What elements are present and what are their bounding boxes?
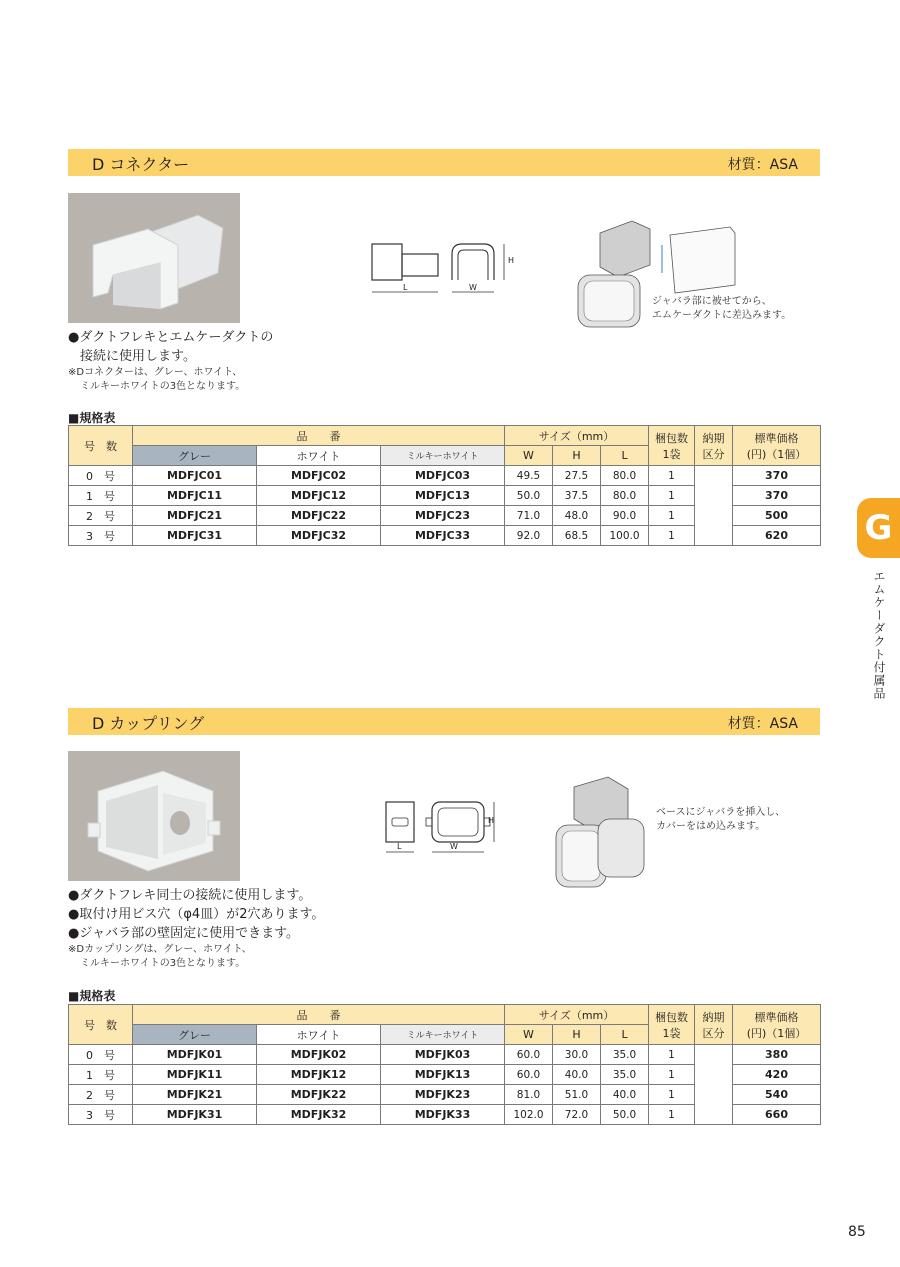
size-l: 80.0 bbox=[601, 486, 649, 506]
size-no-cell bbox=[69, 486, 133, 506]
header-pack bbox=[649, 426, 695, 466]
size-unit: 号 bbox=[104, 1048, 115, 1062]
pack-qty: 1 bbox=[649, 526, 695, 546]
header-w: W bbox=[505, 1025, 553, 1045]
spec-table-label: ■規格表 bbox=[68, 989, 116, 1003]
page-number: 85 bbox=[848, 1224, 866, 1240]
color-remark: ※Dコネクターは、グレー、ホワイト、 bbox=[68, 367, 243, 378]
color-remark: ミルキーホワイトの3色となります。 bbox=[80, 958, 246, 969]
size-unit: 号 bbox=[104, 529, 115, 543]
header-delivery bbox=[695, 426, 733, 466]
header-delivery-line: 区分 bbox=[702, 1026, 725, 1040]
part-milky: MDFJC03 bbox=[381, 466, 505, 486]
size-unit: 号 bbox=[104, 1068, 115, 1082]
size-no: 0 bbox=[86, 1048, 93, 1062]
spec-table-label: ■規格表 bbox=[68, 411, 116, 425]
header-gray: グレー bbox=[133, 1025, 257, 1045]
header-part-number: 品 番 bbox=[133, 1005, 505, 1025]
size-l: 40.0 bbox=[601, 1085, 649, 1105]
size-w: 49.5 bbox=[505, 466, 553, 486]
size-no-cell bbox=[69, 506, 133, 526]
size-no: 1 bbox=[86, 1068, 93, 1082]
size-w: 102.0 bbox=[505, 1105, 553, 1125]
header-l: L bbox=[601, 446, 649, 466]
size-unit: 号 bbox=[104, 1088, 115, 1102]
dim-label-l: L bbox=[397, 842, 402, 851]
table-row bbox=[69, 1045, 821, 1065]
part-milky: MDFJK33 bbox=[381, 1105, 505, 1125]
part-white: MDFJC12 bbox=[257, 486, 381, 506]
header-price bbox=[733, 1005, 821, 1045]
part-white: MDFJC22 bbox=[257, 506, 381, 526]
pack-qty: 1 bbox=[649, 1045, 695, 1065]
price: 370 bbox=[733, 486, 821, 506]
size-no: 0 bbox=[86, 469, 93, 483]
header-delivery bbox=[695, 1005, 733, 1045]
size-no: 3 bbox=[86, 529, 93, 543]
size-unit: 号 bbox=[104, 509, 115, 523]
section-title: D カップリング bbox=[92, 714, 205, 733]
product-photo-d-coupling bbox=[68, 751, 240, 881]
part-gray: MDFJC11 bbox=[133, 486, 257, 506]
part-white: MDFJC02 bbox=[257, 466, 381, 486]
part-white: MDFJK12 bbox=[257, 1065, 381, 1085]
price: 370 bbox=[733, 466, 821, 486]
header-price-line: (円)（1個） bbox=[746, 1026, 807, 1040]
pack-qty: 1 bbox=[649, 1085, 695, 1105]
header-price-line: 標準価格 bbox=[754, 1010, 799, 1024]
header-pack bbox=[649, 1005, 695, 1045]
header-pack-line: 1袋 bbox=[662, 447, 681, 461]
size-w: 92.0 bbox=[505, 526, 553, 546]
feature-list bbox=[68, 328, 273, 394]
pack-qty: 1 bbox=[649, 1065, 695, 1085]
header-milky-white: ミルキーホワイト bbox=[381, 1025, 505, 1045]
part-gray: MDFJK01 bbox=[133, 1045, 257, 1065]
install-note-line: エムケーダクトに差込みます。 bbox=[652, 310, 792, 321]
install-note bbox=[652, 295, 791, 323]
spec-table-d-coupling bbox=[68, 1004, 821, 1125]
size-h: 68.5 bbox=[553, 526, 601, 546]
material-label: 材質：ASA bbox=[727, 157, 798, 173]
dim-label-w: W bbox=[450, 842, 458, 851]
size-no-cell bbox=[69, 1045, 133, 1065]
feature-item: ●ジャバラ部の壁固定に使用できます。 bbox=[68, 926, 300, 941]
size-unit: 号 bbox=[104, 469, 115, 483]
feature-item: ●ダクトフレキ同士の接続に使用します。 bbox=[68, 888, 312, 903]
feature-item: ●ダクトフレキとエムケーダクトの bbox=[68, 330, 274, 345]
size-h: 27.5 bbox=[553, 466, 601, 486]
header-delivery-line: 納期 bbox=[702, 1010, 725, 1024]
size-no: 1 bbox=[86, 489, 93, 503]
size-unit: 号 bbox=[104, 1108, 115, 1122]
part-white: MDFJC32 bbox=[257, 526, 381, 546]
part-gray: MDFJC01 bbox=[133, 466, 257, 486]
header-l: L bbox=[601, 1025, 649, 1045]
size-l: 80.0 bbox=[601, 466, 649, 486]
header-pack-line: 梱包数 bbox=[655, 431, 689, 445]
dim-label-h: H bbox=[488, 816, 495, 825]
product-photo-d-connector bbox=[68, 193, 240, 323]
size-no-cell bbox=[69, 526, 133, 546]
size-no: 3 bbox=[86, 1108, 93, 1122]
spec-table-d-connector bbox=[68, 425, 821, 546]
size-w: 60.0 bbox=[505, 1045, 553, 1065]
install-note-line: カバーをはめ込みます。 bbox=[656, 821, 766, 832]
table-row bbox=[69, 466, 821, 486]
part-gray: MDFJK31 bbox=[133, 1105, 257, 1125]
part-milky: MDFJC13 bbox=[381, 486, 505, 506]
header-h: H bbox=[553, 446, 601, 466]
part-milky: MDFJC33 bbox=[381, 526, 505, 546]
size-w: 60.0 bbox=[505, 1065, 553, 1085]
size-no-cell bbox=[69, 1105, 133, 1125]
header-price-line: (円)（1個） bbox=[746, 447, 807, 461]
size-w: 81.0 bbox=[505, 1085, 553, 1105]
size-unit: 号 bbox=[104, 489, 115, 503]
header-price-line: 標準価格 bbox=[754, 431, 799, 445]
feature-item: ●取付け用ビス穴（φ4皿）が2穴あります。 bbox=[68, 907, 325, 922]
size-w: 71.0 bbox=[505, 506, 553, 526]
size-h: 51.0 bbox=[553, 1085, 601, 1105]
material-label: 材質：ASA bbox=[727, 716, 798, 732]
price: 660 bbox=[733, 1105, 821, 1125]
part-milky: MDFJC23 bbox=[381, 506, 505, 526]
size-h: 48.0 bbox=[553, 506, 601, 526]
size-l: 100.0 bbox=[601, 526, 649, 546]
section-header-d-coupling bbox=[68, 708, 820, 735]
header-pack-line: 1袋 bbox=[662, 1026, 681, 1040]
installation-diagram-d-coupling bbox=[552, 775, 652, 899]
delivery-cell bbox=[695, 1045, 733, 1125]
category-tab-label: エムケーダクト付属品 bbox=[872, 570, 886, 700]
size-l: 50.0 bbox=[601, 1105, 649, 1125]
feature-item: 接続に使用します。 bbox=[80, 349, 196, 364]
part-gray: MDFJK21 bbox=[133, 1085, 257, 1105]
color-remark: ※Dカップリングは、グレー、ホワイト、 bbox=[68, 944, 252, 955]
header-delivery-line: 納期 bbox=[702, 431, 725, 445]
dimension-diagram-d-connector bbox=[370, 240, 520, 306]
dim-label-h: H bbox=[508, 256, 515, 265]
header-part-number: 品 番 bbox=[133, 426, 505, 446]
section-header-d-connector bbox=[68, 149, 820, 176]
size-no-cell bbox=[69, 466, 133, 486]
size-h: 30.0 bbox=[553, 1045, 601, 1065]
header-size: サイズ（mm） bbox=[505, 1005, 649, 1025]
header-h: H bbox=[553, 1025, 601, 1045]
part-gray: MDFJC21 bbox=[133, 506, 257, 526]
size-no: 2 bbox=[86, 1088, 93, 1102]
header-price bbox=[733, 426, 821, 466]
size-l: 90.0 bbox=[601, 506, 649, 526]
part-white: MDFJK32 bbox=[257, 1105, 381, 1125]
install-note-line: ベースにジャバラを挿入し、 bbox=[656, 807, 786, 818]
price: 420 bbox=[733, 1065, 821, 1085]
color-remark: ミルキーホワイトの3色となります。 bbox=[80, 381, 246, 392]
header-size: サイズ（mm） bbox=[505, 426, 649, 446]
part-milky: MDFJK23 bbox=[381, 1085, 505, 1105]
install-note-line: ジャバラ部に被せてから、 bbox=[652, 296, 772, 307]
pack-qty: 1 bbox=[649, 466, 695, 486]
pack-qty: 1 bbox=[649, 1105, 695, 1125]
dim-label-w: W bbox=[469, 283, 477, 292]
feature-list bbox=[68, 886, 324, 971]
pack-qty: 1 bbox=[649, 486, 695, 506]
size-w: 50.0 bbox=[505, 486, 553, 506]
header-white: ホワイト bbox=[257, 1025, 381, 1045]
part-milky: MDFJK03 bbox=[381, 1045, 505, 1065]
header-white: ホワイト bbox=[257, 446, 381, 466]
size-no-cell bbox=[69, 1085, 133, 1105]
header-size-no: 号 数 bbox=[69, 426, 133, 466]
size-no: 2 bbox=[86, 509, 93, 523]
category-tab: G bbox=[857, 498, 900, 558]
header-gray: グレー bbox=[133, 446, 257, 466]
header-size-no: 号 数 bbox=[69, 1005, 133, 1045]
dim-label-l: L bbox=[403, 283, 408, 292]
part-gray: MDFJC31 bbox=[133, 526, 257, 546]
delivery-cell bbox=[695, 466, 733, 546]
part-gray: MDFJK11 bbox=[133, 1065, 257, 1085]
part-white: MDFJK22 bbox=[257, 1085, 381, 1105]
size-l: 35.0 bbox=[601, 1045, 649, 1065]
header-delivery-line: 区分 bbox=[702, 447, 725, 461]
pack-qty: 1 bbox=[649, 506, 695, 526]
section-title: D コネクター bbox=[92, 155, 190, 174]
price: 500 bbox=[733, 506, 821, 526]
size-h: 72.0 bbox=[553, 1105, 601, 1125]
size-h: 37.5 bbox=[553, 486, 601, 506]
price: 380 bbox=[733, 1045, 821, 1065]
header-pack-line: 梱包数 bbox=[655, 1010, 689, 1024]
size-l: 35.0 bbox=[601, 1065, 649, 1085]
header-milky-white: ミルキーホワイト bbox=[381, 446, 505, 466]
install-note bbox=[656, 806, 785, 834]
size-h: 40.0 bbox=[553, 1065, 601, 1085]
price: 540 bbox=[733, 1085, 821, 1105]
header-w: W bbox=[505, 446, 553, 466]
part-milky: MDFJK13 bbox=[381, 1065, 505, 1085]
dimension-diagram-d-coupling bbox=[384, 800, 504, 866]
size-no-cell bbox=[69, 1065, 133, 1085]
part-white: MDFJK02 bbox=[257, 1045, 381, 1065]
price: 620 bbox=[733, 526, 821, 546]
